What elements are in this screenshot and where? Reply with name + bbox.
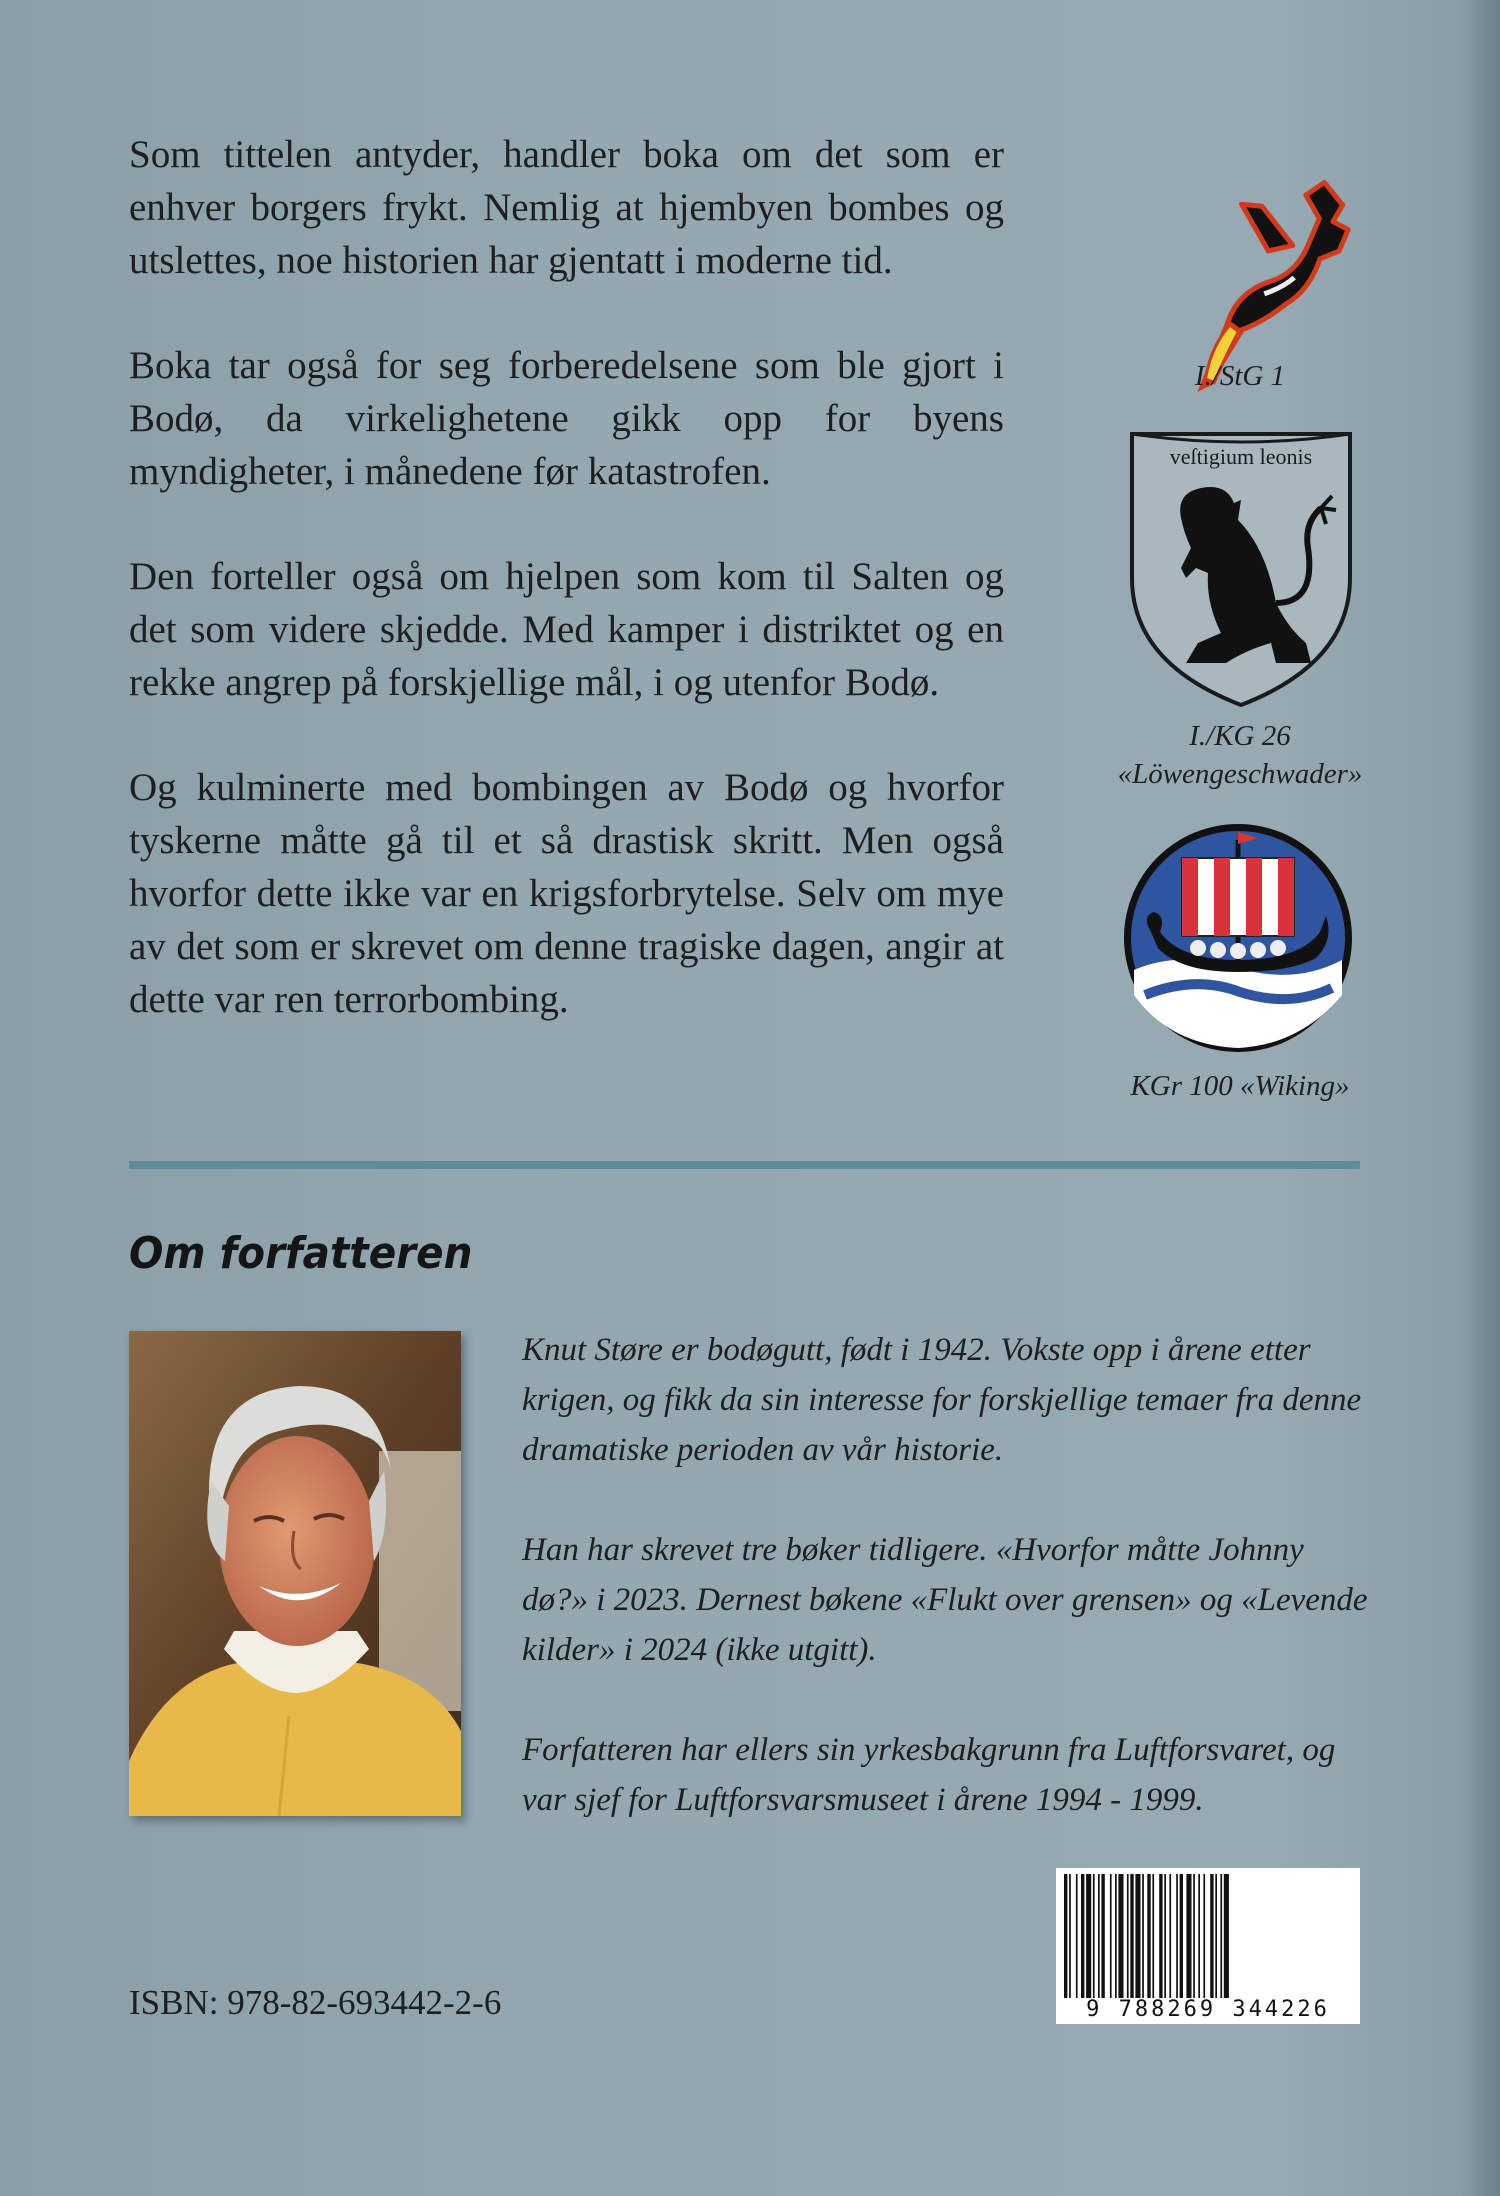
emblem-label-stg1: I./StG 1: [1194, 360, 1286, 392]
emblem-label-kgr100: KGr 100 «Wiking»: [1130, 1070, 1350, 1102]
cover-edge-shade: [1460, 0, 1500, 2196]
about-author-heading: Om forfatteren: [129, 1228, 473, 1279]
barcode-bar: [1176, 1874, 1178, 1998]
barcode-bar: [1180, 1874, 1183, 1998]
barcode-bar: [1115, 1874, 1117, 1998]
barcode-bar: [1169, 1874, 1171, 1998]
barcode-bar: [1135, 1874, 1140, 1998]
barcode-bar: [1086, 1874, 1091, 1998]
barcode-bar: [1101, 1874, 1104, 1998]
blurb-paragraph-4: Og kulminerte med bombingen av Bodø og hvorfor tyskerne måtte gå til et så drastisk skritt. Men også hvorfor dette ikke var en krigsforbrytelse. Selv om mye av det som er skrevet om denne tragiske dagen, angir at dette var ren terrorbombing.: [129, 766, 1004, 1021]
barcode-bar: [1193, 1874, 1195, 1998]
barcode-bar: [1069, 1874, 1071, 1998]
emblem-label-kg26: I./KG 26: [1189, 720, 1291, 752]
barcode-digits: 9 788269 344226: [1086, 1997, 1330, 2022]
barcode-bar: [1076, 1874, 1078, 1998]
barcode-bar: [1118, 1874, 1123, 1998]
barcode-bar: [1098, 1874, 1100, 1998]
blurb-paragraph-2: Boka tar også for seg forberedelsene som ble gjort i Bodø, da virkelighetene gikk opp for byens myndigheter, i månedene før katastrofen.: [129, 344, 1004, 493]
author-bio: [522, 1325, 1372, 1875]
bio-paragraph-2: Han har skrevet tre bøker tidligere. «Hvorfor måtte Johnny dø?» i 2023. Dernest bøkene «Flukt over grensen» og «Levende kilder» i 2024 (ikke utgitt).: [522, 1532, 1368, 1668]
shield-motto: veſtigium leonis: [1169, 444, 1313, 469]
barcode-bar: [1210, 1874, 1213, 1998]
lion-shield-emblem-icon: [1126, 428, 1356, 710]
barcode-bar: [1093, 1874, 1095, 1998]
emblem-sublabel-kg26: «Löwengeschwader»: [1117, 758, 1363, 790]
isbn-barcode: [1056, 1868, 1360, 2024]
barcode-bar: [1081, 1874, 1084, 1998]
barcode-bar: [1164, 1874, 1166, 1998]
barcode-bar: [1110, 1874, 1112, 1998]
barcode-bar: [1215, 1874, 1217, 1998]
barcode-bar: [1147, 1874, 1150, 1998]
barcode-bar: [1130, 1874, 1133, 1998]
bio-paragraph-1: Knut Støre er bodøgutt, født i 1942. Vokste opp i årene etter krigen, og fikk da sin interesse for forskjellige temaer fra denne dramatiske perioden av vår historie.: [522, 1332, 1362, 1468]
barcode-bar: [1203, 1874, 1205, 1998]
author-photo: [129, 1331, 461, 1816]
barcode-bar: [1198, 1874, 1200, 1998]
blurb-paragraph-1: Som tittelen antyder, handler boka om det som er enhver borgers frykt. Nemlig at hjembyen bombes og utslettes, noe historien har gjentatt i moderne tid.: [129, 133, 1004, 282]
isbn-text: ISBN: 978-82-693442-2-6: [129, 1983, 502, 2022]
barcode-bar: [1127, 1874, 1129, 1998]
barcode-bars: [1056, 1874, 1360, 2002]
barcode-bar: [1224, 1874, 1229, 1998]
barcode-bar: [1186, 1874, 1191, 1998]
blurb-paragraph-3: Den forteller også om hjelpen som kom til Salten og det som videre skjedde. Med kamper i distriktet og en rekke angrep på forskjellige mål, i og utenfor Bodø.: [129, 555, 1004, 704]
barcode-bar: [1220, 1874, 1222, 1998]
barcode-bar: [1064, 1874, 1067, 1998]
barcode-bar: [1142, 1874, 1144, 1998]
section-divider: [129, 1161, 1360, 1169]
viking-ship-emblem-icon: [1120, 820, 1356, 1056]
bio-paragraph-3: Forfatteren har ellers sin yrkesbakgrunn fra Luftforsvaret, og var sjef for Luftforsvarsmuseet i årene 1994 - 1999.: [522, 1732, 1336, 1818]
barcode-bar: [1152, 1874, 1154, 1998]
blurb-text: [129, 128, 1004, 1078]
barcode-bar: [1159, 1874, 1162, 1998]
